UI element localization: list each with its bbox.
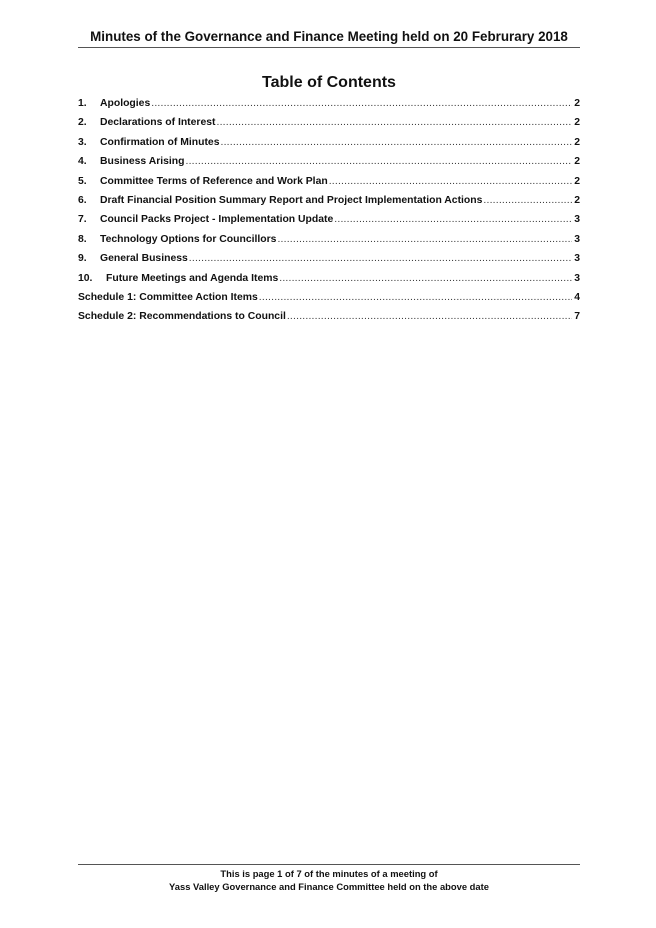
toc-entry-number: 5. [78,175,87,187]
dot-leader [186,155,573,169]
dot-leader [329,175,572,189]
toc-entry-technology-options[interactable] [78,233,580,252]
toc-entry-label: Schedule 1: Committee Action Items [78,291,258,303]
toc-entry-label: Business Arising [100,156,185,168]
toc-entry-page: 3 [574,272,580,284]
toc-entry-label: Committee Terms of Reference and Work Plan [100,175,328,187]
toc-entry-label: Technology Options for Councillors [100,233,277,245]
toc-entry-label: Declarations of Interest [100,117,216,129]
toc-entry-schedule-2[interactable] [78,310,580,329]
toc-entry-page: 3 [574,233,580,245]
toc-entry-label: General Business [100,253,188,265]
toc-entry-page: 4 [574,291,580,303]
dot-leader [287,310,572,324]
toc-entry-page: 2 [574,136,580,148]
footer-divider [78,864,580,865]
toc-entry-number: 3. [78,136,87,148]
toc-entry-declarations-of-interest[interactable] [78,116,580,135]
toc-entry-number: 4. [78,156,87,168]
toc-entry-page: 2 [574,175,580,187]
toc-entry-business-arising[interactable] [78,155,580,174]
dot-leader [483,194,572,208]
toc-entry-number: 6. [78,194,87,206]
footer-line-committee: Yass Valley Governance and Finance Committee held on the above date [169,881,489,892]
page-footer [78,867,580,893]
toc-entry-page: 3 [574,253,580,265]
dot-leader [216,116,572,130]
page-header-title: Minutes of the Governance and Finance Meeting held on 20 Februrary 2018 [90,29,568,44]
dot-leader [334,213,572,227]
toc-entry-number: 10. [78,272,93,284]
dot-leader [151,97,572,111]
toc-entry-apologies[interactable] [78,97,580,116]
dot-leader [259,291,572,305]
toc-entry-number: 9. [78,253,87,265]
toc-entry-page: 2 [574,156,580,168]
toc-entry-page: 2 [574,117,580,129]
toc-entry-council-packs-project[interactable] [78,213,580,232]
dot-leader [220,136,572,150]
toc-entry-label: Apologies [100,98,151,109]
footer-line-page-count: This is page 1 of 7 of the minutes of a meeting of [220,868,438,879]
toc-entry-page: 2 [574,98,580,109]
dot-leader [279,272,572,286]
toc-entry-label: Draft Financial Position Summary Report and Project Implementation Actions [100,194,483,206]
toc-entry-number: 7. [78,214,87,226]
toc-entry-number: 2. [78,117,87,129]
toc-entry-terms-of-reference[interactable] [78,175,580,194]
toc-entry-financial-position-report[interactable] [78,194,580,213]
header-divider [78,47,580,48]
toc-entry-page: 3 [574,214,580,226]
toc-entry-number: 1. [78,98,87,109]
toc-entry-page: 7 [574,311,580,323]
toc-entry-schedule-1[interactable] [78,291,580,310]
toc-entry-label: Future Meetings and Agenda Items [106,272,279,284]
dot-leader [189,252,572,266]
table-of-contents [78,97,580,330]
toc-entry-general-business[interactable] [78,252,580,271]
toc-entry-label: Schedule 2: Recommendations to Council [78,311,286,323]
toc-entry-label: Council Packs Project - Implementation Update [100,214,334,226]
toc-entry-future-meetings[interactable] [78,272,580,291]
toc-entry-number: 8. [78,233,87,245]
toc-entry-label: Confirmation of Minutes [100,136,220,148]
toc-heading: Table of Contents [262,74,396,91]
toc-entry-page: 2 [574,194,580,206]
toc-entry-confirmation-of-minutes[interactable] [78,136,580,155]
dot-leader [277,233,572,247]
